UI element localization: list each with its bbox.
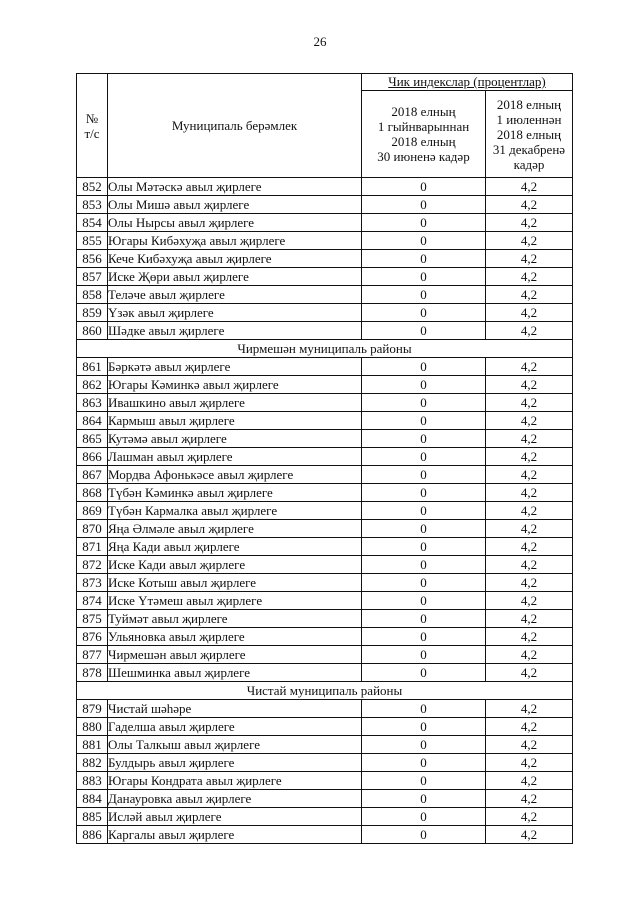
index-period-1: 0 [362,304,486,322]
section-row [77,340,573,358]
municipality-name: Олы Мәтәскә авыл җирлеге [108,178,362,196]
table-row [77,268,573,286]
index-period-2: 4,2 [486,700,573,718]
row-number: 875 [77,610,108,628]
index-period-1: 0 [362,484,486,502]
index-period-2: 4,2 [486,448,573,466]
index-period-2: 4,2 [486,772,573,790]
index-period-1: 0 [362,466,486,484]
municipality-name: Иске Кади авыл җирлеге [108,556,362,574]
row-number: 881 [77,736,108,754]
table-row [77,394,573,412]
municipality-name: Ульяновка авыл җирлеге [108,628,362,646]
table-body [77,178,573,844]
row-number: 885 [77,808,108,826]
index-period-1: 0 [362,628,486,646]
index-period-2: 4,2 [486,718,573,736]
municipality-name: Шәдке авыл җирлеге [108,322,362,340]
header-period-1: 2018 елның 1 гыйнварыннан 2018 елның 30 июненә кадәр [362,91,486,178]
municipality-name: Туймәт авыл җирлеге [108,610,362,628]
table-row [77,772,573,790]
municipality-name: Югары Кибәхуҗа авыл җирлеге [108,232,362,250]
municipality-name: Теләче авыл җирлеге [108,286,362,304]
index-period-1: 0 [362,556,486,574]
index-period-2: 4,2 [486,466,573,484]
row-number: 886 [77,826,108,844]
table-row [77,412,573,430]
municipality-name: Кече Кибәхуҗа авыл җирлеге [108,250,362,268]
table-row [77,322,573,340]
index-period-2: 4,2 [486,304,573,322]
table-row [77,286,573,304]
table-row [77,250,573,268]
row-number: 856 [77,250,108,268]
municipality-name: Иске Котыш авыл җирлеге [108,574,362,592]
index-period-1: 0 [362,736,486,754]
table-row [77,754,573,772]
table-row [77,736,573,754]
index-period-2: 4,2 [486,736,573,754]
index-period-1: 0 [362,520,486,538]
table-row [77,304,573,322]
municipality-name: Кармыш авыл җирлеге [108,412,362,430]
municipal-index-table [76,73,573,844]
municipality-name: Лашман авыл җирлеге [108,448,362,466]
table-row [77,592,573,610]
header-municipality: Муниципаль берәмлек [108,74,362,178]
index-period-1: 0 [362,772,486,790]
index-period-2: 4,2 [486,790,573,808]
index-period-1: 0 [362,718,486,736]
table-row [77,178,573,196]
index-period-2: 4,2 [486,178,573,196]
table-row [77,556,573,574]
municipality-name: Югары Кәминкә авыл җирлеге [108,376,362,394]
index-period-1: 0 [362,502,486,520]
index-period-2: 4,2 [486,358,573,376]
index-period-1: 0 [362,376,486,394]
table-row [77,448,573,466]
index-period-1: 0 [362,610,486,628]
table-row [77,376,573,394]
municipality-name: Мордва Афонькәсе авыл җирлеге [108,466,362,484]
index-period-2: 4,2 [486,610,573,628]
table-row [77,574,573,592]
row-number: 867 [77,466,108,484]
row-number: 861 [77,358,108,376]
index-period-1: 0 [362,664,486,682]
index-period-1: 0 [362,214,486,232]
index-period-1: 0 [362,646,486,664]
index-period-2: 4,2 [486,196,573,214]
row-number: 857 [77,268,108,286]
header-number: № т/с [77,74,108,178]
row-number: 863 [77,394,108,412]
table-row [77,430,573,448]
index-period-2: 4,2 [486,502,573,520]
table-row [77,808,573,826]
index-period-1: 0 [362,538,486,556]
index-period-1: 0 [362,322,486,340]
row-number: 866 [77,448,108,466]
municipality-name: Олы Нырсы авыл җирлеге [108,214,362,232]
section-title: Чистай муниципаль районы [77,682,573,700]
municipality-name: Булдырь авыл җирлеге [108,754,362,772]
row-number: 862 [77,376,108,394]
header-period-2: 2018 елның 1 июленнән 2018 елның 31 декабренә кадәр [486,91,573,178]
table-row [77,358,573,376]
row-number: 870 [77,520,108,538]
table-row [77,826,573,844]
row-number: 884 [77,790,108,808]
index-period-2: 4,2 [486,664,573,682]
index-period-2: 4,2 [486,394,573,412]
index-period-1: 0 [362,250,486,268]
row-number: 860 [77,322,108,340]
row-number: 883 [77,772,108,790]
index-period-1: 0 [362,754,486,772]
index-period-1: 0 [362,700,486,718]
municipality-name: Чирмешән авыл җирлеге [108,646,362,664]
municipality-name: Каргалы авыл җирлеге [108,826,362,844]
municipality-name: Шешминка авыл җирлеге [108,664,362,682]
municipality-name: Олы Мишә авыл җирлеге [108,196,362,214]
municipality-name: Югары Кондрата авыл җирлеге [108,772,362,790]
table-row [77,466,573,484]
table-row [77,610,573,628]
municipality-name: Ивашкино авыл җирлеге [108,394,362,412]
index-period-2: 4,2 [486,574,573,592]
section-row [77,682,573,700]
index-period-1: 0 [362,232,486,250]
row-number: 865 [77,430,108,448]
table-row [77,700,573,718]
row-number: 879 [77,700,108,718]
index-period-2: 4,2 [486,754,573,772]
index-period-2: 4,2 [486,520,573,538]
municipality-name: Иске Үтәмеш авыл җирлеге [108,592,362,610]
index-period-2: 4,2 [486,214,573,232]
municipality-name: Олы Талкыш авыл җирлеге [108,736,362,754]
row-number: 880 [77,718,108,736]
row-number: 864 [77,412,108,430]
table-row [77,196,573,214]
table-row [77,790,573,808]
table-row [77,538,573,556]
index-period-2: 4,2 [486,232,573,250]
index-period-2: 4,2 [486,286,573,304]
index-period-2: 4,2 [486,808,573,826]
row-number: 853 [77,196,108,214]
row-number: 874 [77,592,108,610]
index-period-1: 0 [362,808,486,826]
index-period-1: 0 [362,286,486,304]
header-limit-indices [362,74,573,91]
table-row [77,484,573,502]
row-number: 877 [77,646,108,664]
index-period-2: 4,2 [486,376,573,394]
table-row [77,628,573,646]
index-period-1: 0 [362,196,486,214]
index-period-1: 0 [362,574,486,592]
municipality-name: Яңа Әлмәле авыл җирлеге [108,520,362,538]
table-header [77,74,573,178]
row-number: 878 [77,664,108,682]
index-period-2: 4,2 [486,250,573,268]
index-period-1: 0 [362,268,486,286]
index-period-1: 0 [362,358,486,376]
row-number: 871 [77,538,108,556]
table-row [77,718,573,736]
index-period-2: 4,2 [486,484,573,502]
index-period-1: 0 [362,394,486,412]
municipality-name: Түбән Кәминкә авыл җирлеге [108,484,362,502]
municipality-name: Бәркәтә авыл җирлеге [108,358,362,376]
row-number: 868 [77,484,108,502]
index-period-1: 0 [362,790,486,808]
municipality-name: Үзәк авыл җирлеге [108,304,362,322]
page-number: 26 [313,34,327,49]
municipality-name: Иске Җөри авыл җирлеге [108,268,362,286]
index-period-1: 0 [362,592,486,610]
row-number: 854 [77,214,108,232]
table-row [77,214,573,232]
index-period-2: 4,2 [486,826,573,844]
table-row [77,232,573,250]
index-period-1: 0 [362,178,486,196]
row-number: 872 [77,556,108,574]
row-number: 873 [77,574,108,592]
index-period-2: 4,2 [486,322,573,340]
table-row [77,646,573,664]
index-period-2: 4,2 [486,592,573,610]
table-row [77,664,573,682]
row-number: 882 [77,754,108,772]
index-period-2: 4,2 [486,628,573,646]
row-number: 859 [77,304,108,322]
section-title: Чирмешән муниципаль районы [77,340,573,358]
index-period-1: 0 [362,448,486,466]
row-number: 869 [77,502,108,520]
table-row [77,520,573,538]
index-period-1: 0 [362,826,486,844]
index-period-2: 4,2 [486,646,573,664]
municipality-name: Исләй авыл җирлеге [108,808,362,826]
table-row [77,502,573,520]
municipality-name: Данауровка авыл җирлеге [108,790,362,808]
municipality-name: Гаделша авыл җирлеге [108,718,362,736]
header-limit-indices-label: Чик индекслар (процентлар) [388,74,546,89]
municipality-name: Түбән Кармалка авыл җирлеге [108,502,362,520]
row-number: 852 [77,178,108,196]
row-number: 858 [77,286,108,304]
index-period-2: 4,2 [486,412,573,430]
municipality-name: Чистай шәһәре [108,700,362,718]
index-period-1: 0 [362,412,486,430]
index-period-2: 4,2 [486,430,573,448]
index-period-2: 4,2 [486,538,573,556]
index-period-1: 0 [362,430,486,448]
municipality-name: Яңа Кади авыл җирлеге [108,538,362,556]
index-period-2: 4,2 [486,556,573,574]
index-period-2: 4,2 [486,268,573,286]
row-number: 876 [77,628,108,646]
municipality-name: Кутәмә авыл җирлеге [108,430,362,448]
row-number: 855 [77,232,108,250]
